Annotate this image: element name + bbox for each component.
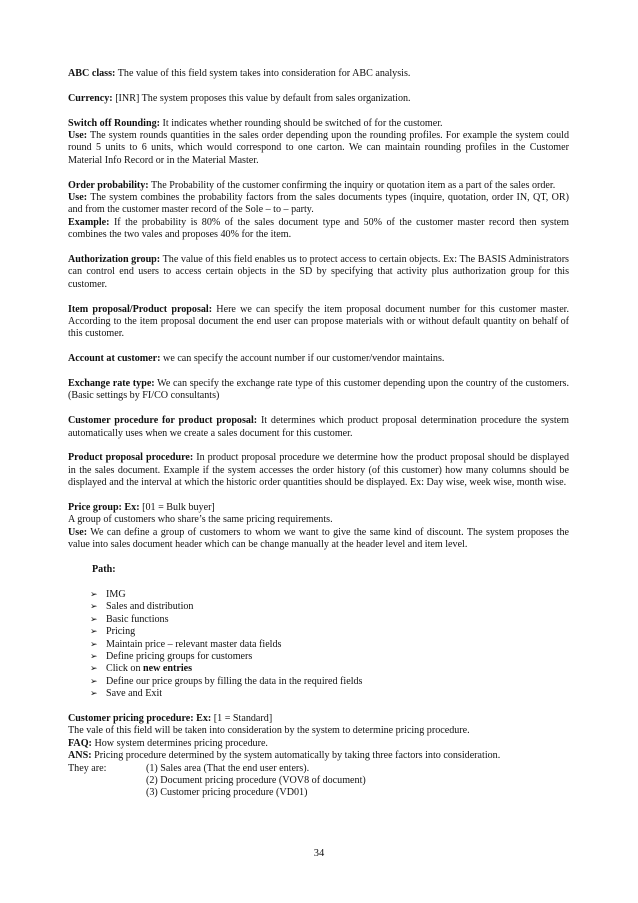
authorization-group-paragraph: [68, 254, 569, 291]
faq-label: FAQ:: [68, 737, 92, 749]
exchange-rate-label: Exchange rate type:: [68, 378, 155, 390]
arrow-bullet-icon: ➢: [90, 589, 98, 600]
arrow-bullet-icon: ➢: [90, 639, 98, 650]
arrow-bullet-icon: ➢: [90, 651, 98, 662]
page-number: 34: [313, 848, 325, 859]
path-list: [68, 589, 569, 701]
abc-class-label: ABC class:: [68, 68, 116, 79]
exchange-rate-text: We can specify the exchange rate type of this customer depending upon the country of the customers. (Basic settings by FI/CO consultants): [68, 378, 570, 402]
list-item: [90, 614, 569, 626]
arrow-bullet-icon: ➢: [90, 614, 98, 625]
list-item: [90, 601, 569, 613]
authorization-group-text: The value of this field enables us to protect access to certain objects. Ex: The BASIS Administrators can control end users to access certain objects in the SD by specifying that activity plus authorization group for this customer.: [68, 254, 569, 290]
arrow-bullet-icon: ➢: [90, 602, 98, 613]
account-at-customer-text: we can specify the account number if our customer/vendor maintains.: [160, 353, 445, 365]
list-item-text: Define pricing groups for customers: [106, 650, 253, 662]
factors-block: [68, 763, 569, 800]
list-item-text: Save and Exit: [106, 688, 163, 700]
arrow-bullet-icon: ➢: [90, 664, 98, 675]
list-item-text: Sales and distribution: [106, 601, 194, 613]
list-item-text: Click on: [106, 663, 144, 675]
order-probability-paragraph: [68, 180, 569, 242]
price-group-use-label: Use:: [68, 526, 88, 538]
currency-paragraph: [68, 93, 569, 105]
list-item: [90, 663, 569, 675]
price-group-paragraph: [68, 502, 569, 552]
list-item: [90, 676, 569, 688]
price-group-description: A group of customers who share’s the same pricing requirements.: [68, 514, 333, 526]
abc-class-paragraph: [68, 68, 569, 80]
list-item: [90, 651, 569, 663]
list-item-text: IMG: [106, 588, 126, 600]
factors-list: [146, 763, 569, 800]
rounding-use-label: Use:: [68, 130, 88, 141]
order-probability-example-text: If the probability is 80% of the sales document type and 50% of the customer master record then system combines the two vales and proposes 40% for the item.: [68, 216, 569, 241]
list-item-bold-text: new entries: [143, 663, 193, 675]
list-item: [90, 626, 569, 638]
item-proposal-label: Item proposal/Product proposal:: [68, 303, 213, 315]
list-item-text: Basic functions: [106, 613, 169, 625]
list-item-text: Maintain price – relevant master data fields: [106, 638, 282, 650]
factor-item: (3) Customer pricing procedure (VD01): [146, 787, 308, 799]
price-group-text: [01 = Bulk buyer]: [139, 502, 215, 514]
currency-text: [INR] The system proposes this value by default from sales organization.: [112, 92, 411, 104]
list-item: [90, 639, 569, 651]
order-probability-label: Order probability:: [68, 179, 149, 191]
factor-item: (2) Document pricing procedure (VOV8 of document): [146, 774, 366, 786]
customer-procedure-paragraph: [68, 415, 569, 440]
authorization-group-label: Authorization group:: [68, 254, 161, 266]
list-item-text: Pricing: [106, 626, 136, 638]
order-probability-example-label: Example:: [68, 216, 110, 228]
list-item-text: Define our price groups by filling the data in the required fields: [106, 675, 363, 687]
factors-label: They are:: [68, 762, 107, 774]
arrow-bullet-icon: ➢: [90, 676, 98, 687]
account-at-customer-paragraph: [68, 353, 569, 365]
order-probability-text: The Probability of the customer confirming the inquiry or quotation item as a part of the sales order.: [148, 179, 556, 191]
page-content: [68, 68, 569, 812]
order-probability-use-label: Use:: [68, 192, 88, 204]
rounding-text: It indicates whether rounding should be switched of for the customer.: [159, 117, 443, 129]
customer-pricing-text: [1 = Standard]: [211, 712, 273, 724]
product-proposal-procedure-paragraph: [68, 452, 569, 489]
factor-item: (1) Sales area (That the end user enters).: [146, 762, 310, 774]
price-group-label: Price group: Ex:: [68, 502, 140, 514]
price-group-use-text: We can define a group of customers to whom we want to give the same kind of discount. The system proposes the value into sales document header which can be change manually at the header level and item level.: [68, 526, 569, 551]
product-proposal-procedure-label: Product proposal procedure:: [68, 452, 194, 464]
abc-class-text: The value of this field system takes into consideration for ABC analysis.: [115, 68, 411, 79]
ans-label: ANS:: [68, 750, 92, 762]
item-proposal-text: Here we can specify the item proposal document number for this customer master. According to the item proposal document the end user can propose materials with or without default quantity on behalf of this customer.: [68, 303, 570, 340]
path-title: Path:: [92, 564, 116, 576]
currency-label: Currency:: [68, 92, 113, 104]
arrow-bullet-icon: ➢: [90, 689, 98, 700]
list-item: [90, 589, 569, 601]
customer-procedure-text: It determines which product proposal determination procedure the system automatically uses when we create a sales document for this customer.: [68, 415, 569, 439]
customer-pricing-description: The vale of this field will be taken into consideration by the system to determine pricing procedure.: [68, 725, 470, 737]
rounding-paragraph: [68, 118, 569, 168]
exchange-rate-paragraph: [68, 378, 569, 403]
list-item: [90, 688, 569, 700]
order-probability-use-text: The system combines the probability factors from the sales documents types (inquire, quotation, order IN, QT, OR) and from the customer master record of the Sole – to – party.: [68, 192, 569, 216]
arrow-bullet-icon: ➢: [90, 627, 98, 638]
customer-pricing-paragraph: [68, 713, 569, 800]
account-at-customer-label: Account at customer:: [68, 353, 161, 365]
customer-procedure-label: Customer procedure for product proposal:: [68, 415, 258, 427]
item-proposal-paragraph: [68, 304, 569, 341]
product-proposal-procedure-text: In product proposal procedure we determine how the product proposal should be displayed in the sales document. Example if the system accesses the order history (of this customer) how many columns should be displayed and the interval at which the historic order quantities should be displayed. Ex: Day wise, week wise, month wise.: [68, 452, 569, 489]
customer-pricing-label: Customer pricing procedure: Ex:: [68, 712, 212, 724]
faq-text: How system determines pricing procedure.: [91, 737, 268, 749]
ans-text: Pricing procedure determined by the system automatically by taking three factors into consideration.: [91, 750, 501, 762]
rounding-use-text: The system rounds quantities in the sales order depending upon the rounding profiles. For example the system could round 5 units to 6 units, which would correspond to one carton. We can maintain rounding profiles in the Customer Material Info Record or in the Material Master.: [68, 130, 569, 166]
rounding-label: Switch off Rounding:: [68, 117, 160, 129]
